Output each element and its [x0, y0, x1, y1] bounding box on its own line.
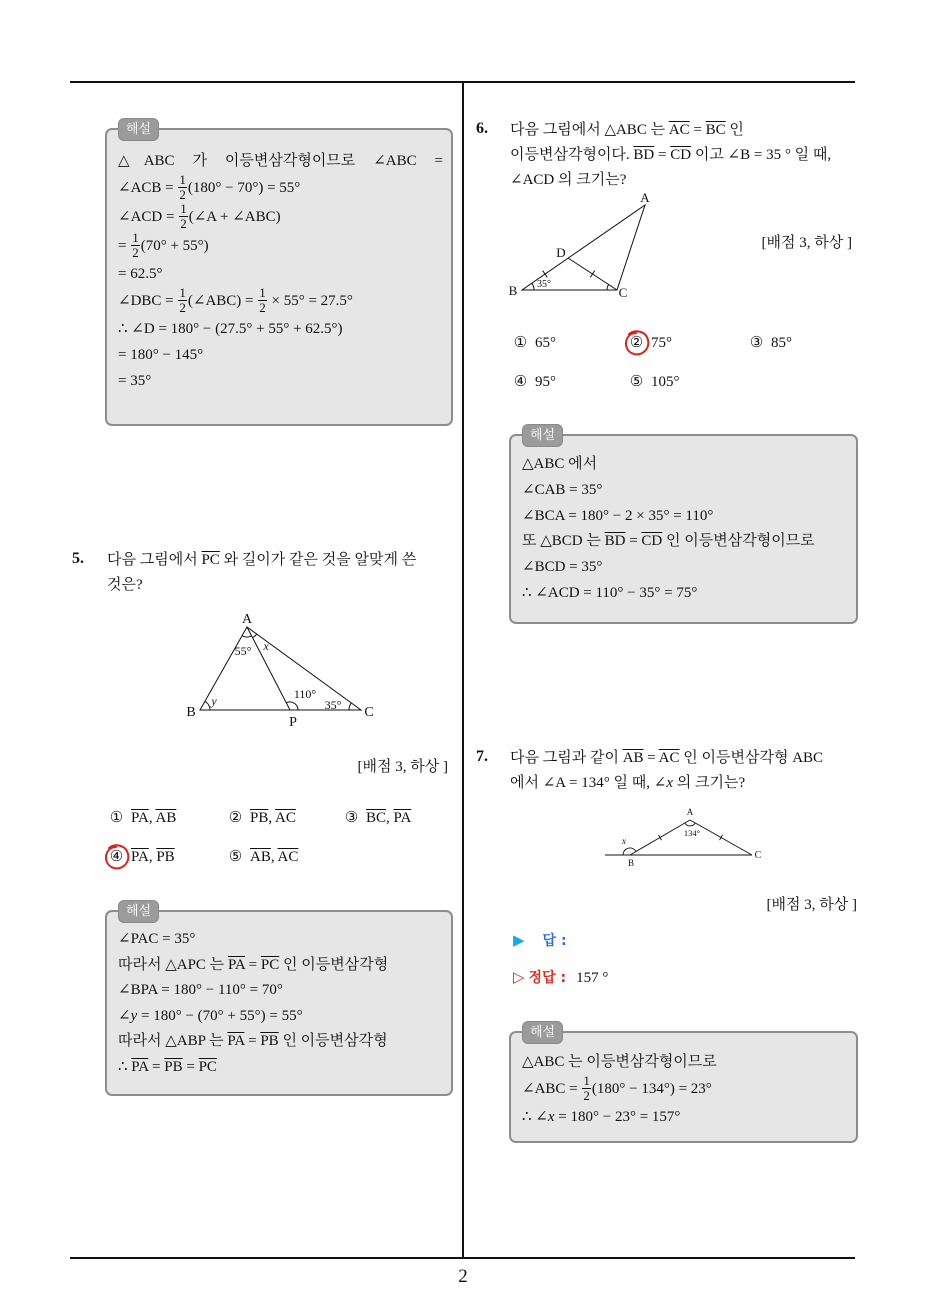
text-segment: 65° — [535, 335, 556, 351]
correct-answer-label: 정답 : — [528, 970, 567, 986]
solution-line — [118, 203, 443, 232]
solution-line — [118, 316, 443, 342]
fraction — [179, 202, 188, 231]
vertex-label-a: A — [640, 190, 650, 205]
answer-label: 답 : — [542, 933, 567, 949]
overline-segment: $\overline{BD}$ — [604, 533, 626, 550]
option-number: ⑤ — [228, 849, 243, 865]
vertex-label-a: A — [686, 807, 694, 817]
answer-option — [628, 331, 748, 370]
solution-line — [522, 555, 848, 581]
vertex-label-c: C — [364, 705, 374, 720]
overline-segment: $\overline{AC}$ — [668, 122, 690, 138]
solution-tag: 해설 — [118, 118, 159, 141]
solution-line — [118, 1004, 443, 1030]
text-segment: △ABC 에서 — [522, 456, 598, 472]
angle-label-b: 35° — [537, 279, 551, 290]
problem-7-solution-box — [509, 1025, 858, 1143]
overline-segment: $\overline{CD}$ — [670, 147, 692, 163]
solution-line — [522, 1104, 848, 1130]
solution-line — [118, 927, 443, 953]
option-number: ② — [629, 335, 644, 351]
text-segment: 또 △BCD 는 — [522, 533, 605, 550]
solution-lines — [522, 1049, 848, 1130]
text-segment: ∠ABC = — [522, 1080, 582, 1097]
overline-segment: $\overline{AC}$ — [277, 849, 299, 865]
text-segment: 따라서 △ABP 는 — [118, 1033, 228, 1050]
fraction — [178, 286, 187, 315]
text-segment: , — [270, 849, 278, 865]
tick-mark-ab — [659, 835, 662, 840]
text-segment: 다음 그림에서 △ABC 는 — [510, 122, 669, 138]
fraction-numerator: 1 — [179, 172, 186, 187]
solution-line — [522, 529, 848, 555]
option-number: ② — [228, 810, 243, 826]
page-number: 2 — [458, 1266, 468, 1287]
triangle-abc — [522, 205, 645, 290]
answer-option — [108, 806, 227, 845]
tick-mark-dc — [590, 271, 594, 278]
solution-line — [118, 953, 443, 979]
italic-variable: y — [130, 1007, 138, 1024]
overline-segment: $\overline{AC}$ — [275, 810, 296, 826]
angle-arc-c — [349, 703, 351, 710]
column-divider — [462, 82, 464, 1258]
solution-tag: 해설 — [522, 424, 563, 447]
problem-5-text — [107, 548, 452, 598]
problem-5-solution-box — [105, 904, 453, 1096]
italic-variable: x — [666, 775, 673, 791]
vertex-label-b: B — [186, 705, 196, 720]
option-number: ③ — [344, 810, 359, 826]
fraction — [582, 1074, 591, 1103]
option-number: ③ — [749, 335, 764, 351]
angle-arc-b — [532, 283, 534, 290]
text-segment: ∠ — [118, 1007, 131, 1024]
solution-line — [522, 1049, 848, 1075]
overline-segment: $\overline{PA}$ — [131, 1058, 149, 1075]
text-segment: , — [148, 810, 156, 826]
overline-segment: $\overline{PC}$ — [198, 1058, 217, 1075]
text-segment: ∴ ∠ — [522, 1109, 548, 1125]
problem-6-text — [510, 118, 855, 193]
text-segment: ∠BPA = 180° − 110° = 70° — [118, 982, 283, 999]
text-segment: = — [625, 533, 642, 550]
solution-line — [118, 174, 443, 203]
overline-segment: $\overline{PA}$ — [393, 810, 412, 826]
text-segment: (∠ABC) = — [187, 292, 258, 309]
solution-lines — [522, 452, 848, 607]
answer-row — [513, 928, 567, 953]
overline-segment: $\overline{PB}$ — [156, 849, 175, 865]
fraction — [131, 231, 140, 260]
problem-text-line — [510, 771, 855, 796]
solution-line — [118, 148, 443, 174]
correct-answer-row — [513, 965, 608, 990]
problem-5-number: 5. — [72, 550, 84, 567]
answer-option — [512, 370, 628, 409]
solution-line — [522, 478, 848, 504]
angle-label-pac: x — [263, 639, 269, 653]
option-number: ⑤ — [629, 374, 644, 390]
fraction-numerator: 1 — [180, 201, 187, 216]
text-segment: 인 이등변삼각형 ABC — [679, 750, 824, 766]
text-segment: = 180° − 145° — [118, 347, 204, 363]
text-segment: = — [244, 1033, 261, 1050]
play-arrow-icon: ▶ — [513, 931, 525, 949]
text-segment: (180° − 70°) = 55° — [187, 179, 301, 196]
solution-tag: 해설 — [118, 900, 159, 923]
fraction-denominator: 2 — [180, 216, 187, 231]
text-segment: , — [148, 849, 157, 865]
problem-5-options — [108, 806, 453, 884]
option-number: ① — [109, 810, 124, 826]
fraction-denominator: 2 — [179, 300, 186, 315]
text-segment: ∠BCD = 35° — [522, 559, 603, 576]
text-segment: 85° — [771, 335, 792, 351]
option-number: ① — [513, 335, 528, 351]
text-segment: = — [148, 1058, 165, 1075]
overline-segment: $\overline{PB}$ — [250, 810, 269, 826]
solution-line — [522, 581, 848, 607]
text-segment: 따라서 △APC 는 — [118, 956, 228, 973]
vertex-label-p: P — [289, 715, 297, 730]
text-segment: 와 길이가 같은 것을 알맞게 쓴 — [219, 552, 417, 568]
problem-5-figure — [180, 605, 380, 730]
text-segment: 것은? — [107, 577, 143, 593]
problem-6-number: 6. — [476, 120, 488, 137]
fraction-numerator: 1 — [259, 285, 266, 300]
problem-7-text — [510, 746, 855, 796]
overline-segment: $\overline{PB}$ — [260, 1033, 279, 1050]
overline-segment: $\overline{PA}$ — [227, 956, 245, 973]
solution-lines — [118, 927, 443, 1081]
text-segment: ∴ — [118, 1058, 132, 1075]
answer-option — [227, 806, 343, 845]
answer-option — [748, 331, 848, 370]
overline-segment: $\overline{PA}$ — [131, 849, 149, 865]
problem-6-score: [배점 3, 하상 ] — [761, 235, 852, 251]
fraction-denominator: 2 — [583, 1088, 590, 1103]
vertex-label-b: B — [627, 858, 635, 868]
solution-box-previous — [105, 122, 453, 426]
tick-mark-ac — [720, 835, 723, 840]
overline-segment: $\overline{AB}$ — [155, 810, 177, 826]
angle-label-a: 134° — [683, 828, 701, 838]
vertex-label-c: C — [618, 285, 628, 300]
solution-line — [118, 287, 443, 316]
solution-line — [522, 504, 848, 530]
solution-line — [522, 1075, 848, 1104]
text-segment: = — [689, 122, 706, 138]
vertex-label-a: A — [241, 612, 253, 627]
correct-answer-value: 157 ° — [576, 970, 609, 986]
vertex-label-d: D — [556, 245, 566, 260]
text-segment: = — [244, 956, 261, 973]
answer-option — [343, 806, 453, 845]
text-segment: ∠ACD 의 크기는? — [510, 172, 627, 188]
overline-segment: $\overline{PC}$ — [201, 552, 220, 568]
text-segment: ∴ ∠ACD = 110° − 35° = 75° — [522, 584, 698, 601]
italic-variable: x — [547, 1109, 555, 1125]
text-segment: ∠ACB = — [118, 179, 178, 196]
angle-label-b: y — [211, 694, 217, 708]
angle-arc-a — [685, 823, 695, 826]
tick-mark-bd — [543, 271, 548, 278]
solution-line — [118, 1029, 443, 1055]
text-segment: 다음 그림과 같이 — [510, 750, 623, 766]
angle-arc-exterior-b — [623, 848, 636, 855]
answer-circle-mark — [623, 329, 651, 357]
fraction-numerator: 1 — [583, 1073, 590, 1088]
text-segment: 에서 ∠A = 134° 일 때, ∠ — [510, 775, 667, 791]
text-segment: 95° — [535, 374, 556, 390]
solution-tag: 해설 — [522, 1021, 563, 1044]
option-number: ④ — [109, 849, 124, 865]
angle-label-x: x — [622, 836, 626, 846]
text-segment: ∠BCA = 180° − 2 × 35° = 110° — [522, 507, 714, 524]
overline-segment: $\overline{AB}$ — [250, 849, 271, 865]
solution-line — [118, 261, 443, 287]
fraction-numerator: 1 — [179, 285, 186, 300]
problem-text-line — [510, 746, 855, 771]
answer-option — [227, 845, 343, 884]
overline-segment: $\overline{BC}$ — [705, 122, 726, 138]
overline-segment: $\overline{AC}$ — [658, 750, 680, 766]
problem-text-line — [510, 118, 855, 143]
fraction — [258, 286, 267, 315]
text-segment: = — [118, 237, 131, 254]
text-segment: = — [654, 147, 671, 163]
option-number: ④ — [513, 374, 528, 390]
text-segment: = 180° − 23° = 157° — [554, 1109, 681, 1125]
fraction-denominator: 2 — [259, 300, 266, 315]
text-segment: 의 크기는? — [672, 775, 746, 791]
answer-option — [512, 331, 628, 370]
solution-line — [118, 368, 443, 394]
problem-6-options — [512, 331, 848, 409]
angle-label-bap: 55° — [234, 644, 252, 658]
problem-text-line — [510, 143, 855, 168]
fraction-denominator: 2 — [132, 245, 139, 260]
text-segment: 인 이등변삼각형 — [278, 1033, 388, 1050]
angle-label-c: 35° — [324, 698, 342, 712]
text-segment: 인 이등변삼각형 — [279, 956, 389, 973]
overline-segment: $\overline{PA}$ — [131, 810, 149, 826]
solution-line — [522, 452, 848, 478]
outline-arrow-icon: ▷ — [513, 968, 525, 986]
vertex-label-c: C — [754, 850, 762, 861]
text-segment: ∠CAB = 35° — [522, 481, 603, 498]
text-segment: = — [643, 750, 659, 766]
overline-segment: $\overline{CD}$ — [641, 533, 663, 550]
overline-segment: $\overline{PB}$ — [164, 1058, 183, 1075]
text-segment: 이고 ∠B = 35 ° 일 때, — [691, 147, 832, 163]
angle-arc-bap — [242, 636, 252, 637]
text-segment: (70° + 55°) — [140, 237, 209, 254]
fraction — [178, 173, 187, 202]
problem-6-solution-box — [509, 428, 858, 624]
problem-7-number: 7. — [476, 748, 488, 765]
text-segment: (180° − 134°) = 23° — [591, 1080, 712, 1097]
text-segment: 다음 그림에서 — [107, 552, 202, 568]
solution-line — [118, 978, 443, 1004]
overline-segment: $\overline{AB}$ — [622, 750, 644, 766]
angle-label-apc: 110° — [293, 687, 317, 701]
solution-line — [118, 232, 443, 261]
answer-option — [108, 845, 227, 884]
problem-text-line — [107, 573, 452, 598]
angle-arc-pac — [253, 634, 257, 638]
overline-segment: $\overline{BD}$ — [633, 147, 655, 163]
text-segment: 이등변삼각형이다. — [510, 147, 634, 163]
solution-lines — [118, 148, 443, 394]
text-segment: ∠ACD = — [118, 208, 179, 225]
text-segment: 105° — [651, 374, 680, 390]
text-segment: △ABC 가 이등변삼각형이므로 ∠ABC = — [118, 153, 443, 169]
text-segment: = 180° − (70° + 55°) = 55° — [137, 1007, 303, 1024]
fraction-denominator: 2 — [179, 187, 186, 202]
text-segment: , — [386, 810, 394, 826]
problem-7-figure — [598, 803, 768, 869]
text-segment: ∴ ∠D = 180° − (27.5° + 55° + 62.5°) — [118, 321, 343, 337]
problem-6-figure — [500, 185, 660, 305]
text-segment: 75° — [651, 335, 672, 351]
problem-7-score: [배점 3, 하상 ] — [766, 897, 857, 913]
problem-text-line — [107, 548, 452, 573]
text-segment: = 62.5° — [118, 266, 163, 282]
answer-circle-mark — [103, 843, 131, 871]
text-segment: (∠A + ∠ABC) — [188, 208, 281, 225]
text-segment: 인 이등변삼각형이므로 — [662, 533, 815, 550]
text-segment: × 55° = 27.5° — [267, 292, 353, 309]
text-segment: ∠PAC = 35° — [118, 931, 196, 947]
text-segment: , — [268, 810, 276, 826]
problem-5-score: [배점 3, 하상 ] — [357, 759, 448, 775]
text-segment: = — [182, 1058, 199, 1075]
overline-segment: $\overline{BC}$ — [366, 810, 387, 826]
vertex-label-b: B — [508, 283, 518, 298]
text-segment: △ABC 는 이등변삼각형이므로 — [522, 1054, 717, 1070]
solution-line — [118, 1055, 443, 1081]
overline-segment: $\overline{PC}$ — [260, 956, 280, 973]
angle-arc-b — [205, 701, 210, 710]
text-segment: = 35° — [118, 373, 152, 389]
text-segment: 인 — [725, 122, 744, 138]
fraction-numerator: 1 — [132, 230, 139, 245]
angle-arc-bcd — [607, 285, 609, 291]
overline-segment: $\overline{PA}$ — [227, 1033, 245, 1050]
text-segment: ∠DBC = — [118, 292, 178, 309]
answer-option — [628, 370, 748, 409]
solution-line — [118, 342, 443, 368]
